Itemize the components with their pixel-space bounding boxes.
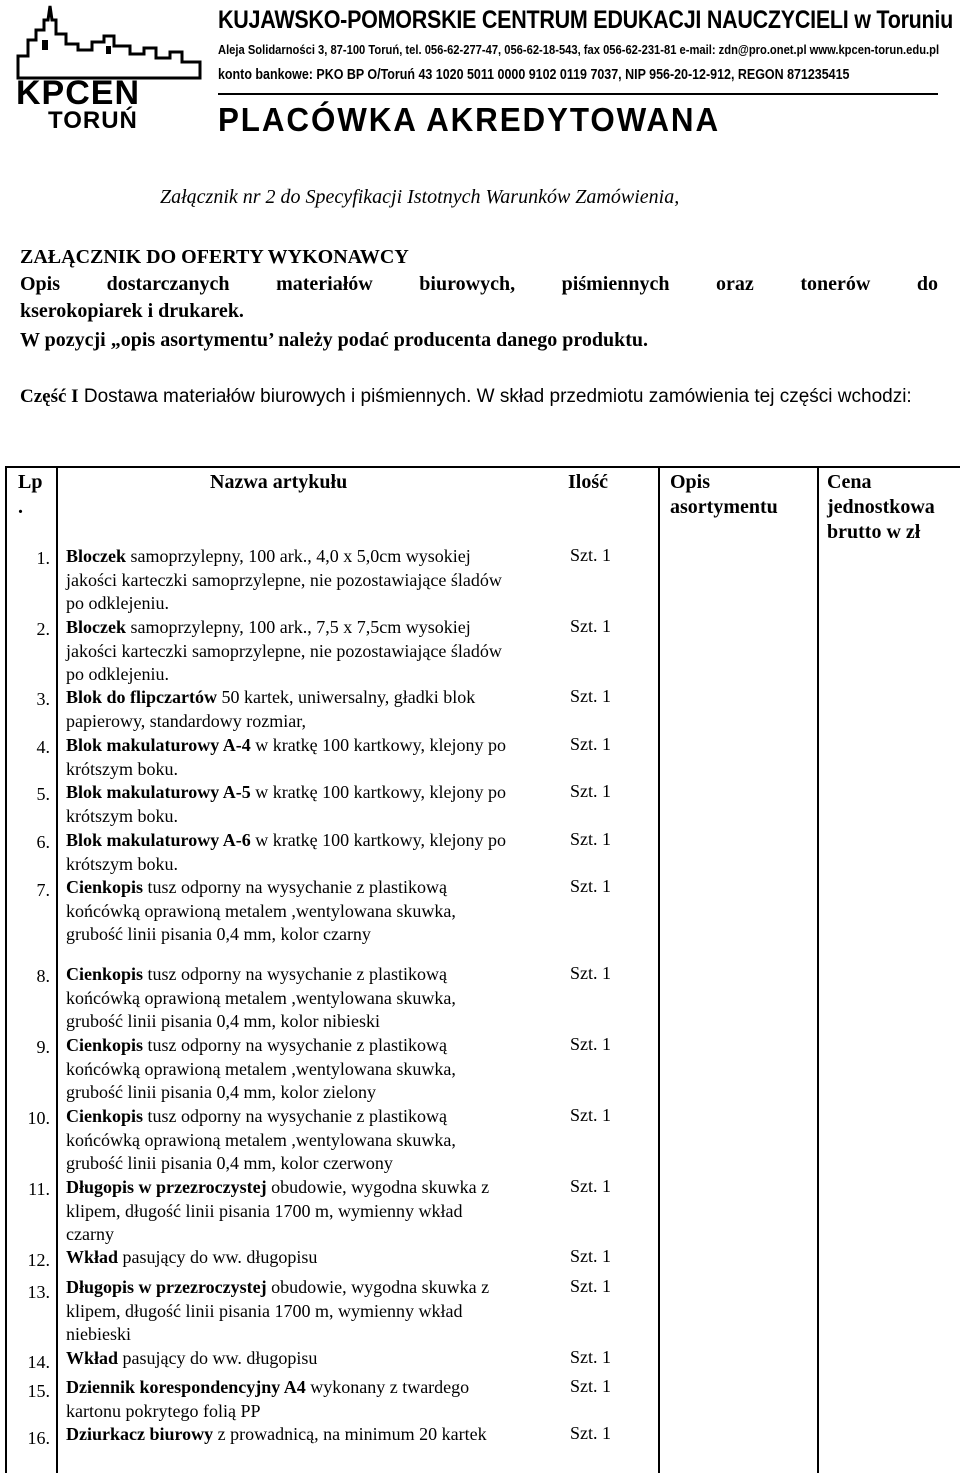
attachment-line: Załącznik nr 2 do Specyfikacji Istotnych Warunków Zamówienia, bbox=[160, 186, 680, 208]
row-qty: Szt. 1 bbox=[570, 1423, 612, 1443]
row-lp: 6. bbox=[36, 832, 50, 852]
row-lp: 7. bbox=[36, 880, 50, 900]
kpcen-logo bbox=[14, 0, 204, 132]
table-border-desc bbox=[817, 466, 819, 1473]
part-text: Dostawa materiałów biurowych i piśmiennych. W skład przedmiotu zamówienia tej części wchodzi: bbox=[78, 386, 912, 407]
offer-title: ZAŁĄCZNIK DO OFERTY WYKONAWCY bbox=[20, 246, 409, 268]
accredited-label: PLACÓWKA AKREDYTOWANA bbox=[218, 101, 721, 138]
row-description: Długopis w przezroczystej obudowie, wygodna skuwka z klipem, długość linii pisania 1700 m, wymienny wkład czarny bbox=[66, 1177, 490, 1244]
row-lp: 12. bbox=[27, 1250, 50, 1270]
table-border-qty bbox=[658, 466, 660, 1473]
header-description: Opis asortymentu bbox=[670, 471, 778, 518]
row-description: Blok makulaturowy A-6 w kratkę 100 kartkowy, klejony po krótszym boku. bbox=[66, 830, 506, 874]
header-price: Cena jednostkowa brutto w zł bbox=[827, 471, 935, 543]
row-description: Cienkopis tusz odporny na wysychanie z plastikową końcówką oprawioną metalem ,wentylowana skuwka, grubość linii pisania 0,4 mm, kolor czarny bbox=[66, 877, 456, 944]
offer-instruction: W pozycji „opis asortymentu’ należy podać producenta danego produktu. bbox=[20, 329, 649, 351]
row-lp: 1. bbox=[36, 548, 50, 568]
row-description: Blok do flipczartów 50 kartek, uniwersalny, gładki blok papierowy, standardowy rozmiar, bbox=[66, 687, 476, 731]
row-qty: Szt. 1 bbox=[570, 1246, 612, 1266]
org-address: Aleja Solidarności 3, 87-100 Toruń, tel. 056-62-277-47, 056-62-18-543, fax 056-62-231-81 e-mail: zdn@pro.onet.pl www.kpcen-torun.edu.pl bbox=[218, 42, 940, 57]
row-lp: 9. bbox=[36, 1037, 50, 1057]
row-qty: Szt. 1 bbox=[570, 781, 612, 801]
org-bank: konto bankowe: PKO BP O/Toruń 43 1020 5011 0000 9102 0119 7037, NIP 956-20-12-912, REGON 871235415 bbox=[218, 67, 850, 83]
row-qty: Szt. 1 bbox=[570, 829, 612, 849]
row-lp: 4. bbox=[36, 737, 50, 757]
row-lp: 2. bbox=[36, 619, 50, 639]
part-label: Część I bbox=[20, 386, 79, 407]
row-qty: Szt. 1 bbox=[570, 963, 612, 983]
offer-description-line1: Opis dostarczanych materiałów biurowych, piśmiennych oraz tonerów do bbox=[20, 273, 938, 295]
row-description: Cienkopis tusz odporny na wysychanie z plastikową końcówką oprawioną metalem ,wentylowana skuwka, grubość linii pisania 0,4 mm, kolor czerwony bbox=[66, 1106, 456, 1173]
row-lp: 3. bbox=[36, 689, 50, 709]
row-qty: Szt. 1 bbox=[570, 616, 612, 636]
table-border-lp bbox=[56, 466, 58, 1473]
header-name: Nazwa artykułu bbox=[210, 471, 348, 493]
row-lp: 10. bbox=[27, 1108, 50, 1128]
row-lp: 13. bbox=[27, 1282, 50, 1302]
row-lp: 14. bbox=[27, 1352, 50, 1372]
table-border-left bbox=[5, 466, 7, 1473]
row-qty: Szt. 1 bbox=[570, 1105, 612, 1125]
row-qty: Szt. 1 bbox=[570, 1034, 612, 1054]
row-description: Cienkopis tusz odporny na wysychanie z plastikową końcówką oprawioną metalem ,wentylowana skuwka, grubość linii pisania 0,4 mm, kolor nibieski bbox=[66, 964, 456, 1031]
row-description: Bloczek samoprzylepny, 100 ark., 7,5 x 7,5cm wysokiej jakości karteczki samoprzylepne, nie pozostawiające śladów po odklejeniu. bbox=[66, 617, 502, 684]
row-description: Długopis w przezroczystej obudowie, wygodna skuwka z klipem, długość linii pisania 1700 m, wymienny wkład niebieski bbox=[66, 1277, 490, 1344]
header-qty: Ilość bbox=[568, 471, 608, 493]
row-description: Wkład pasujący do ww. długopisu bbox=[66, 1247, 318, 1267]
header-separator bbox=[218, 93, 938, 95]
org-name: KUJAWSKO-POMORSKIE CENTRUM EDUKACJI NAUCZYCIELI w Toruniu bbox=[218, 6, 954, 34]
row-qty: Szt. 1 bbox=[570, 1176, 612, 1196]
row-description: Blok makulaturowy A-5 w kratkę 100 kartkowy, klejony po krótszym boku. bbox=[66, 782, 506, 826]
row-qty: Szt. 1 bbox=[570, 1347, 612, 1367]
row-lp: 5. bbox=[36, 784, 50, 804]
part-description bbox=[20, 383, 938, 411]
logo-text-torun: TORUŃ bbox=[48, 107, 138, 132]
row-description: Wkład pasujący do ww. długopisu bbox=[66, 1348, 318, 1368]
row-lp: 15. bbox=[27, 1381, 50, 1401]
row-qty: Szt. 1 bbox=[570, 734, 612, 754]
row-lp: 11. bbox=[28, 1179, 50, 1199]
row-qty: Szt. 1 bbox=[570, 1276, 612, 1296]
row-description: Dziurkacz biurowy z prowadnicą, na minimum 20 kartek bbox=[66, 1424, 487, 1444]
row-description: Dziennik korespondencyjny A4 wykonany z twardego kartonu pokrytego folią PP bbox=[66, 1377, 470, 1421]
table-border-top bbox=[5, 466, 960, 468]
row-qty: Szt. 1 bbox=[570, 686, 612, 706]
row-description: Blok makulaturowy A-4 w kratkę 100 kartkowy, klejony po krótszym boku. bbox=[66, 735, 506, 779]
row-lp: 8. bbox=[36, 966, 50, 986]
row-qty: Szt. 1 bbox=[570, 876, 612, 896]
row-qty: Szt. 1 bbox=[570, 1376, 612, 1396]
row-description: Cienkopis tusz odporny na wysychanie z plastikową końcówką oprawioną metalem ,wentylowana skuwka, grubość linii pisania 0,4 mm, kolor zielony bbox=[66, 1035, 456, 1102]
logo-text-kpcen: KPCEN bbox=[16, 74, 141, 112]
row-lp: 16. bbox=[27, 1428, 50, 1448]
header-lp: Lp . bbox=[18, 471, 43, 518]
row-description: Bloczek samoprzylepny, 100 ark., 4,0 x 5,0cm wysokiej jakości karteczki samoprzylepne, nie pozostawiające śladów po odklejeniu. bbox=[66, 546, 502, 613]
row-qty: Szt. 1 bbox=[570, 545, 612, 565]
offer-description-line2: kserokopiarek i drukarek. bbox=[20, 300, 244, 322]
